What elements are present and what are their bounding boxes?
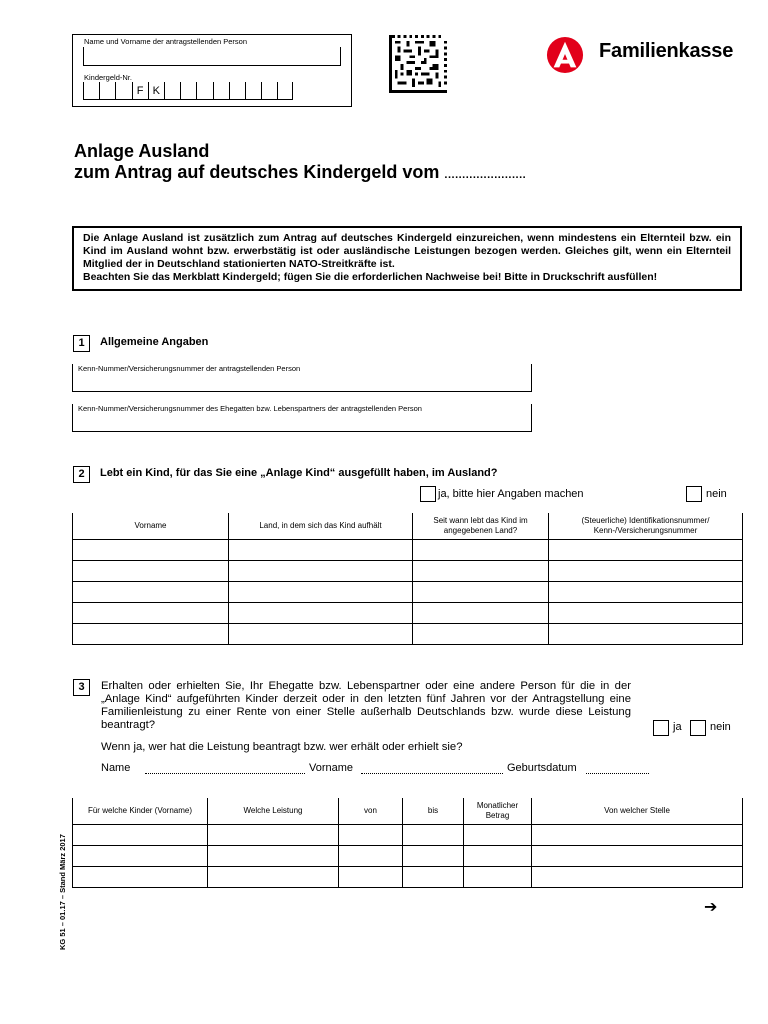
table-cell[interactable] (413, 539, 549, 560)
applicant-name-field[interactable] (83, 47, 341, 66)
kindergeld-number-label: Kindergeld-Nr. (84, 73, 132, 82)
intro-notice (72, 226, 742, 291)
table-row (73, 602, 743, 623)
kg-digit-cell[interactable] (277, 82, 293, 100)
table-cell[interactable] (229, 560, 413, 581)
col-bis: bis (403, 798, 464, 824)
kg-digit-cell[interactable] (164, 82, 180, 100)
kg-digit-cell[interactable] (245, 82, 261, 100)
section-1-title: Allgemeine Angaben (100, 336, 209, 348)
kg-digit-cell[interactable] (229, 82, 245, 100)
table-cell[interactable] (73, 602, 229, 623)
applicant-name-label: Name und Vorname der antragstellenden Person (84, 37, 248, 46)
form-code: KG 51 – 01.17 – Stand März 2017 (58, 834, 67, 950)
col-von: von (339, 798, 403, 824)
section-3-yes-checkbox[interactable] (653, 720, 669, 736)
recipient-vorname-label: Vorname (309, 762, 354, 774)
section-2-no-label: nein (706, 488, 727, 500)
col-identifikationsnummer: (Steuerliche) Identifikationsnummer/ Kenn-/Versicherungsnummer (549, 513, 743, 539)
table-cell[interactable] (73, 581, 229, 602)
table-row (73, 539, 743, 560)
table-cell[interactable] (73, 539, 229, 560)
form-subtitle-text: zum Antrag auf deutsches Kindergeld vom (74, 162, 440, 182)
kg-digit-cell[interactable] (115, 82, 131, 100)
section-2-no-checkbox[interactable] (686, 486, 702, 502)
table-cell[interactable] (73, 824, 208, 845)
kg-digit-cell[interactable] (213, 82, 229, 100)
form-title: Anlage Ausland (74, 141, 210, 161)
table-cell[interactable] (464, 824, 532, 845)
table-cell[interactable] (413, 581, 549, 602)
table-cell[interactable] (403, 845, 464, 866)
col-vorname: Vorname (73, 513, 229, 539)
table-cell[interactable] (532, 845, 743, 866)
spouse-id-field[interactable] (72, 404, 532, 432)
table-cell[interactable] (464, 866, 532, 887)
kg-digit-cell[interactable] (196, 82, 212, 100)
section-2-question: Lebt ein Kind, für das Sie eine „Anlage Kind“ ausgefüllt haben, im Ausland? (100, 467, 498, 479)
table-header-row (73, 798, 743, 824)
col-betrag: Monatlicher Betrag (464, 798, 532, 824)
intro-paragraph-2: Beachten Sie das Merkblatt Kindergeld; fügen Sie die erforderlichen Nachweise bei! Bitte in Druckschrift ausfüllen! (83, 271, 658, 283)
application-date-dotline[interactable]: ....................... (444, 169, 527, 181)
table-cell[interactable] (549, 560, 743, 581)
section-3-yes-label: ja (673, 721, 682, 733)
table-cell[interactable] (549, 581, 743, 602)
table-cell[interactable] (208, 866, 339, 887)
spouse-id-label: Kenn-Nummer/Versicherungsnummer des Ehegatten bzw. Lebenspartners der antragstellenden Person (78, 404, 422, 413)
table-cell[interactable] (73, 623, 229, 644)
kindergeld-number-field[interactable] (83, 82, 293, 100)
section-3-question: Erhalten oder erhielten Sie, Ihr Ehegatte bzw. Lebenspartner oder eine andere Person für die in der „Anlage Kind“ aufgeführten Kinder derzeit oder in den letzten fünf Jahren vor der Antragstellung eine Familienleistung zu einer Rente von einer Stelle außerhalb Deutschlands bzw. wurde diese Leistung beantragt? (101, 680, 631, 731)
table-row (73, 845, 743, 866)
table-cell[interactable] (403, 824, 464, 845)
table-cell[interactable] (413, 602, 549, 623)
recipient-name-label: Name (101, 762, 131, 774)
datamatrix-code (388, 35, 448, 93)
table-cell[interactable] (208, 845, 339, 866)
col-seit-wann: Seit wann lebt das Kind im angegebenen Land? (413, 513, 549, 539)
familienkasse-logo-icon (546, 36, 584, 74)
next-page-arrow-icon: ➔ (704, 899, 718, 916)
section-3-no-label: nein (710, 721, 731, 733)
table-cell[interactable] (229, 623, 413, 644)
table-cell[interactable] (549, 623, 743, 644)
children-abroad-table (72, 513, 743, 645)
intro-paragraph-1: Die Anlage Ausland ist zusätzlich zum Antrag auf deutsches Kindergeld einzureichen, wenn mindestens ein Elternteil bzw. ein Kind im Ausland wohnt bzw. erwerbstätig ist oder ausländische Leistungen bezogen werden. Gleiches gilt, wenn ein Elternteil Mitglied der in Deutschland stationierten NATO-Streitkräfte ist. (83, 232, 731, 270)
table-cell[interactable] (403, 866, 464, 887)
table-cell[interactable] (339, 845, 403, 866)
kg-digit-cell[interactable] (99, 82, 115, 100)
section-3-no-checkbox[interactable] (690, 720, 706, 736)
section-2-yes-label: ja, bitte hier Angaben machen (438, 488, 584, 500)
table-row (73, 560, 743, 581)
section-2-number: 2 (73, 466, 90, 483)
section-3-number: 3 (73, 679, 90, 696)
table-cell[interactable] (208, 824, 339, 845)
table-cell[interactable] (464, 845, 532, 866)
kg-prefix-cell-k: K (148, 82, 164, 100)
table-cell[interactable] (73, 866, 208, 887)
kg-digit-cell[interactable] (261, 82, 277, 100)
table-cell[interactable] (413, 560, 549, 581)
recipient-vorname-field[interactable] (361, 773, 503, 774)
col-kinder: Für welche Kinder (Vorname) (73, 798, 208, 824)
table-cell[interactable] (532, 824, 743, 845)
table-cell[interactable] (229, 539, 413, 560)
table-cell[interactable] (549, 539, 743, 560)
kg-digit-cell[interactable] (83, 82, 99, 100)
table-cell[interactable] (413, 623, 549, 644)
table-cell[interactable] (73, 560, 229, 581)
recipient-name-field[interactable] (145, 773, 305, 774)
table-cell[interactable] (339, 866, 403, 887)
section-3-followup: Wenn ja, wer hat die Leistung beantragt bzw. wer erhält oder erhielt sie? (101, 741, 463, 753)
kg-prefix-cell-f: F (132, 82, 148, 100)
section-1-number: 1 (73, 335, 90, 352)
table-row (73, 866, 743, 887)
table-cell[interactable] (532, 866, 743, 887)
form-subtitle (74, 162, 526, 183)
col-stelle: Von welcher Stelle (532, 798, 743, 824)
section-2-yes-checkbox[interactable] (420, 486, 436, 502)
benefits-table (72, 798, 743, 888)
col-land: Land, in dem sich das Kind aufhält (229, 513, 413, 539)
applicant-id-label: Kenn-Nummer/Versicherungsnummer der antragstellenden Person (78, 364, 301, 373)
recipient-geburtsdatum-field[interactable] (586, 773, 649, 774)
table-cell[interactable] (229, 581, 413, 602)
table-row (73, 623, 743, 644)
kg-digit-cell[interactable] (180, 82, 196, 100)
col-leistung: Welche Leistung (208, 798, 339, 824)
applicant-id-field[interactable] (72, 364, 532, 392)
table-cell[interactable] (73, 845, 208, 866)
table-cell[interactable] (339, 824, 403, 845)
table-cell[interactable] (549, 602, 743, 623)
brand-name: Familienkasse (599, 40, 734, 62)
table-row (73, 581, 743, 602)
table-header-row (73, 513, 743, 539)
recipient-geburtsdatum-label: Geburtsdatum (507, 762, 577, 774)
table-cell[interactable] (229, 602, 413, 623)
table-row (73, 824, 743, 845)
